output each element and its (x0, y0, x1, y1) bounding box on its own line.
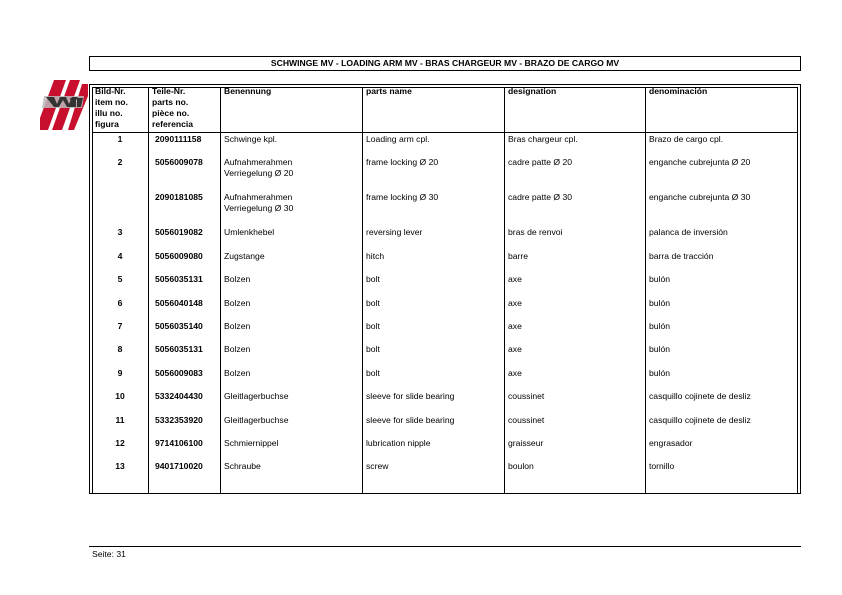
item-number: 10 (115, 391, 125, 401)
parts-name-cell: bolt (366, 274, 380, 284)
item-number: 13 (115, 461, 125, 471)
benennung-line: Gleitlagerbuchse (224, 391, 289, 401)
benennung-cell (224, 461, 261, 472)
designation-cell: Bras chargeur cpl. (508, 134, 578, 144)
benennung-cell (224, 298, 250, 309)
parts-name-cell: screw (366, 461, 389, 471)
denominacion-cell: Brazo de cargo cpl. (649, 134, 724, 144)
benennung-line: Aufnahmerahmen (224, 157, 293, 167)
denominacion-cell: tornillo (649, 461, 675, 471)
part-number: 5056035140 (155, 321, 203, 331)
item-number: 7 (117, 321, 123, 331)
header-divider (92, 132, 798, 133)
benennung-cell (224, 415, 289, 426)
column-divider (362, 87, 363, 494)
benennung-cell (224, 192, 293, 214)
part-number: 5056019082 (155, 227, 203, 237)
parts-name-cell: Loading arm cpl. (366, 134, 430, 144)
wm-logo-icon (40, 78, 88, 132)
benennung-cell (224, 344, 250, 355)
parts-name-cell: bolt (366, 344, 380, 354)
benennung-line: Bolzen (224, 298, 251, 308)
part-number: 5056009078 (155, 157, 203, 167)
part-number: 2090111158 (155, 134, 202, 144)
benennung-line: Gleitlagerbuchse (224, 415, 289, 425)
denominacion-cell: casquillo cojinete de desliz (649, 415, 751, 425)
benennung-line: Verriegelung Ø 30 (224, 203, 294, 213)
parts-name-cell: frame locking Ø 20 (366, 157, 439, 167)
parts-name-cell: reversing lever (366, 227, 423, 237)
part-number: 5056009083 (155, 368, 203, 378)
benennung-cell (224, 391, 289, 402)
header-part-no: Teile-Nr. parts no. pièce no. referencia (152, 86, 194, 129)
parts-table-frame (89, 84, 801, 494)
column-divider (148, 87, 149, 494)
designation-cell: graisseur (508, 438, 544, 448)
part-number: 2090181085 (155, 192, 203, 202)
part-number: 9401710020 (155, 461, 203, 471)
part-number: 5056009080 (155, 251, 203, 261)
benennung-cell (224, 321, 250, 332)
denominacion-cell: bulón (649, 298, 671, 308)
item-number: 1 (117, 134, 123, 144)
benennung-line: Schwinge kpl. (224, 134, 278, 144)
denominacion-cell: bulón (649, 274, 671, 284)
parts-name-cell: hitch (366, 251, 385, 261)
designation-cell: coussinet (508, 415, 545, 425)
benennung-line: Verriegelung Ø 20 (224, 168, 294, 178)
designation-cell: axe (508, 344, 522, 354)
denominacion-cell: palanca de inversión (649, 227, 728, 237)
designation-cell: barre (508, 251, 529, 261)
header-item-no: Bild-Nr. item no. illu no. figura (95, 86, 128, 129)
parts-name-cell: sleeve for slide bearing (366, 415, 455, 425)
benennung-cell (224, 368, 250, 379)
denominacion-cell: engrasador (649, 438, 693, 448)
column-divider (92, 87, 93, 494)
benennung-line: Aufnahmerahmen (224, 192, 293, 202)
column-divider (220, 87, 221, 494)
item-number: 6 (117, 298, 123, 308)
designation-cell: boulon (508, 461, 534, 471)
designation-cell: axe (508, 274, 522, 284)
header-designation: designation (508, 86, 557, 96)
item-number: 5 (117, 274, 123, 284)
parts-name-cell: bolt (366, 321, 380, 331)
denominacion-cell: enganche cubrejunta Ø 20 (649, 157, 751, 167)
benennung-line: Bolzen (224, 344, 251, 354)
part-number: 9714106100 (155, 438, 203, 448)
designation-cell: cadre patte Ø 20 (508, 157, 573, 167)
benennung-cell (224, 251, 265, 262)
benennung-cell (224, 134, 277, 145)
page-title: SCHWINGE MV - LOADING ARM MV - BRAS CHARGEUR MV - BRAZO DE CARGO MV (89, 56, 801, 71)
denominacion-cell: barra de tracción (649, 251, 714, 261)
benennung-cell (224, 227, 274, 238)
part-number: 5056040148 (155, 298, 203, 308)
item-number: 8 (117, 344, 123, 354)
part-number: 5332404430 (155, 391, 203, 401)
benennung-line: Schraube (224, 461, 261, 471)
benennung-cell (224, 157, 293, 179)
denominacion-cell: enganche cubrejunta Ø 30 (649, 192, 751, 202)
designation-cell: axe (508, 321, 522, 331)
designation-cell: axe (508, 368, 522, 378)
item-number: 12 (115, 438, 125, 448)
denominacion-cell: casquillo cojinete de desliz (649, 391, 751, 401)
benennung-line: Umlenkhebel (224, 227, 275, 237)
item-number: 11 (115, 415, 125, 425)
denominacion-cell: bulón (649, 344, 671, 354)
designation-cell: axe (508, 298, 522, 308)
page-number: Seite: 31 (92, 549, 126, 559)
header-denominacion: denominación (649, 86, 708, 96)
benennung-cell (224, 274, 250, 285)
designation-cell: coussinet (508, 391, 545, 401)
parts-name-cell: bolt (366, 298, 380, 308)
footer-divider (89, 546, 801, 547)
designation-cell: cadre patte Ø 30 (508, 192, 573, 202)
designation-cell: bras de renvoi (508, 227, 563, 237)
parts-name-cell: lubrication nipple (366, 438, 431, 448)
parts-name-cell: bolt (366, 368, 380, 378)
item-number: 4 (117, 251, 123, 261)
denominacion-cell: bulón (649, 321, 671, 331)
header-parts-name: parts name (366, 86, 412, 96)
parts-name-cell: sleeve for slide bearing (366, 391, 455, 401)
benennung-line: Bolzen (224, 274, 251, 284)
column-divider (504, 87, 505, 494)
part-number: 5056035131 (155, 274, 203, 284)
column-divider (797, 87, 798, 494)
part-number: 5332353920 (155, 415, 203, 425)
item-number: 2 (117, 157, 123, 167)
benennung-line: Schmiernippel (224, 438, 279, 448)
benennung-line: Bolzen (224, 321, 251, 331)
part-number: 5056035131 (155, 344, 203, 354)
header-benennung: Benennung (224, 86, 272, 96)
denominacion-cell: bulón (649, 368, 671, 378)
benennung-line: Bolzen (224, 368, 251, 378)
benennung-line: Zugstange (224, 251, 265, 261)
benennung-cell (224, 438, 278, 449)
column-divider (645, 87, 646, 494)
item-number: 3 (117, 227, 123, 237)
item-number: 9 (117, 368, 123, 378)
parts-name-cell: frame locking Ø 30 (366, 192, 439, 202)
